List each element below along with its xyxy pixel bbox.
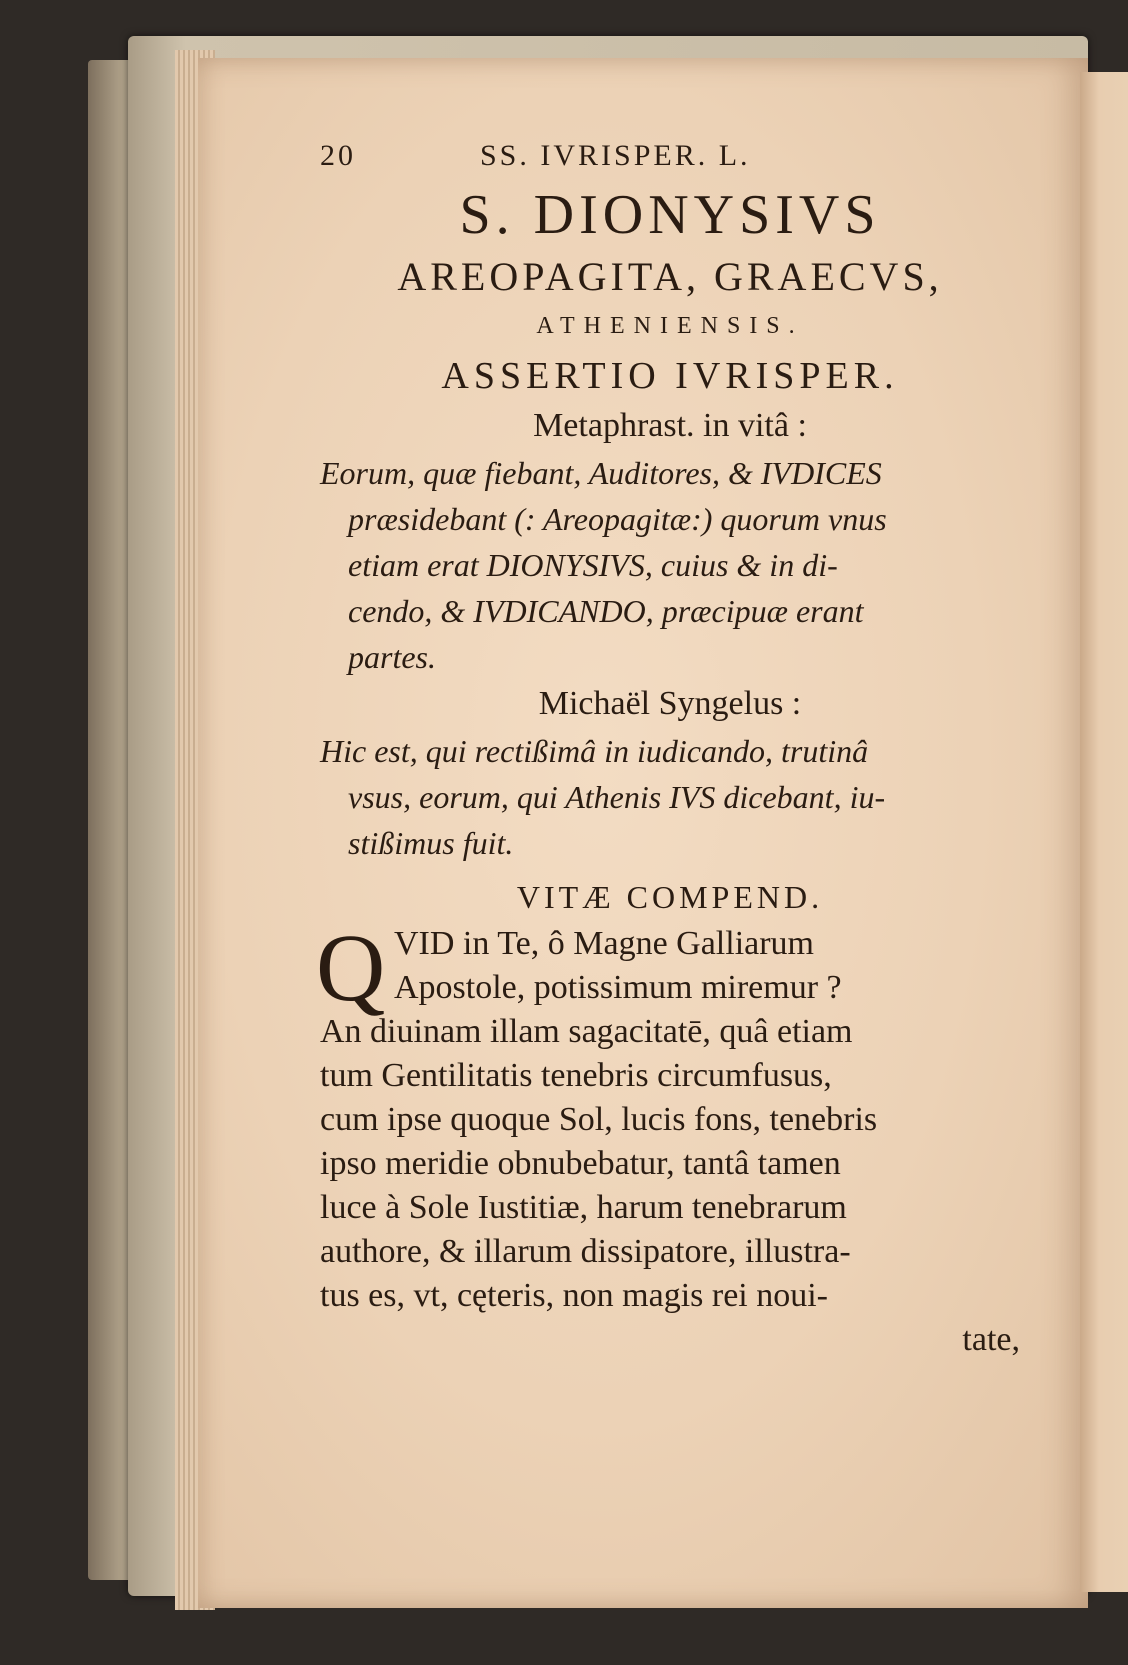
body-line: VID in Te, ô Magne Galliarum (394, 925, 815, 962)
body-line: Apostole, potissimum miremur ? (394, 969, 842, 1006)
body-line: authore, & illarum dissipatore, illustra- (320, 1233, 851, 1270)
page-number: 20 (320, 139, 356, 172)
vitae-opening (316, 914, 1020, 1021)
quote-line: Eorum, quæ fiebant, Auditores, & IVDICES (320, 455, 882, 491)
body-line: An diuinam illam sagacitatē, quâ etiam (320, 1013, 853, 1050)
saint-origin: ATHENIENSIS. (536, 313, 804, 339)
source2-label: Michaël Syngelus : (538, 685, 802, 722)
vitae-body (320, 1010, 1020, 1362)
running-head (320, 132, 1020, 180)
quote-line: præsidebant (: Areopagitæ:) quorum vnus (348, 501, 887, 537)
source2-quote (320, 728, 1020, 866)
drop-cap: Q (316, 914, 386, 1021)
quote-line: vsus, eorum, qui Athenis IVS dicebant, iu- (348, 779, 886, 815)
facing-page-edge (1080, 72, 1128, 1592)
page-text (316, 132, 1020, 1362)
quote-line: partes. (348, 639, 436, 675)
body-line: cum ipse quoque Sol, lucis fons, tenebris (320, 1101, 878, 1138)
quote-line: cendo, & IVDICANDO, præcipuæ erant (348, 593, 864, 629)
body-line: luce à Sole Iustitiæ, harum tenebrarum (320, 1189, 847, 1226)
quote-line: etiam erat DIONYSIVS, cuius & in di- (348, 547, 838, 583)
body-line: ipso meridie obnubebatur, tantâ tamen (320, 1145, 841, 1182)
body-line: tum Gentilitatis tenebris circumfusus, (320, 1057, 832, 1094)
source1-quote (320, 450, 1020, 680)
section-heading: ASSERTIO IVRISPER. (441, 355, 899, 397)
body-line: tus es, vt, cęteris, non magis rei noui- (320, 1277, 829, 1314)
vitae-heading: VITÆ COMPEND. (516, 879, 824, 915)
saint-epithet: AREOPAGITA, GRAECVS, (397, 254, 943, 299)
quote-line: stißimus fuit. (348, 825, 514, 861)
saint-name: S. DIONYSIVS (459, 184, 881, 246)
catchword: tate, (962, 1321, 1020, 1358)
running-title: SS. IVRISPER. L. (480, 139, 751, 172)
source1-label: Metaphrast. in vitâ : (533, 407, 807, 444)
quote-line: Hic est, qui rectißimâ in iudicando, trutinâ (320, 733, 869, 769)
